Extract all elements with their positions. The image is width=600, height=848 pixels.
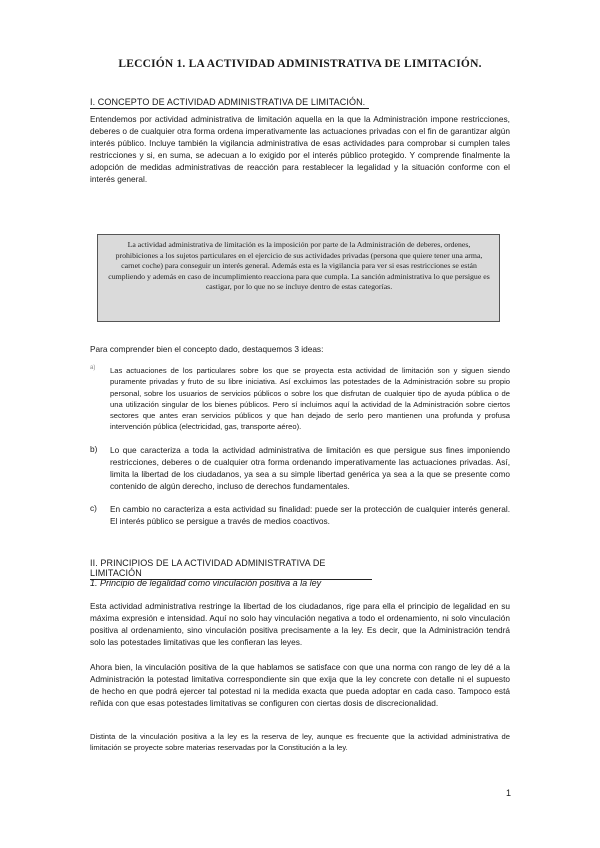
list-marker: a)	[90, 365, 96, 371]
section-heading-principles: II. PRINCIPIOS DE LA ACTIVIDAD ADMINISTRATIVA DE LIMITACIÓN	[90, 558, 372, 580]
summary-box-text: La actividad administrativa de limitación es la imposición por parte de la Administración de deberes, ordenes, prohibiciones a los sujetos particulares en el ejercicio de sus actividades privadas (persona que quiere tener una arma, carnet coche) para conseguir un interés general. Además esta es la vigilancia para ver si esas restricciones se están cumpliendo y además en caso de incumplimiento reacciona para que cumpla. La sanción administrativa lo que persigue es castigar, por lo que no se incluye dentro de estas categorías.	[108, 240, 490, 292]
body-paragraph: Esta actividad administrativa restringe la libertad de los ciudadanos, rige para ella el principio de legalidad en su máxima expresión e intensidad. Aquí no solo hay vinculación negativa a todo el ordenamiento, ni solo vinculación positiva al ordenamiento, sino vinculación positiva precisamente a la ley. Es decir, que la Administración tendrá solo las potestades limitativas que les confieran las leyes.	[90, 601, 510, 647]
list-item-text: En cambio no caracteriza a esta actividad su finalidad: puede ser la protección de cualquier interés general. El interés público se persigue a través de medios coactivos.	[110, 504, 510, 526]
list-item-text: Las actuaciones de los particulares sobre los que se proyecta esta actividad de limitación son y siguen siendo puramente privadas y fruto de su libre iniciativa. Así excluimos las potestades de la Administración sobre su propio personal, sobre los usuarios de servicios públicos o sobre los que disfrutan de cualquier tipo de ayuda pública o de una utilización singular de los bienes públicos. Pero sí incluimos aquí la actividad de la Administración sobre ciertos sectores que antes eran servicios públicos y que han dejado de serlo pero mantienen una profunda y profusa intervención pública (electricidad, gas, transporte aéreo).	[110, 366, 510, 432]
intro-paragraph: Entendemos por actividad administrativa de limitación aquella en la que la Administración impone restricciones, deberes o de cualquier otra forma ordena imperativamente las actuaciones privadas con el fin de garantizar algún interés público. Incluye también la vigilancia administrativa de esas actividades para comprobar si cumplen tales restricciones y si, en suma, se adecuan a lo exigido por el interés público protegido. Y comprende finalmente la adopción de medidas administrativas de reacción para restablecer la legalidad y la situación conforme con el interés general.	[90, 114, 510, 184]
body-paragraph: Ahora bien, la vinculación positiva de la que hablamos se satisface con que una norma con rango de ley dé a la Administración la potestad limitativa correspondiente sin que exija que la ley concrete con detalle ni el supuesto de hecho en que podrá ejercer tal potestad ni la medida exacta que pueda adoptar en cada caso. Tampoco está reñida con que esas potestades limitativas se configuren con ciertas dosis de discrecionalidad.	[90, 662, 510, 708]
list-marker: c)	[90, 503, 97, 513]
ideas-lead: Para comprender bien el concepto dado, destaquemos 3 ideas:	[90, 344, 324, 354]
section-heading-concept: I. CONCEPTO DE ACTIVIDAD ADMINISTRATIVA DE LIMITACIÓN.	[90, 97, 369, 109]
subsection-heading: 1. Principio de legalidad como vinculación positiva a la ley	[90, 578, 322, 588]
document-title: LECCIÓN 1. LA ACTIVIDAD ADMINISTRATIVA DE LIMITACIÓN.	[118, 58, 482, 70]
list-item-text: Lo que caracteriza a toda la actividad administrativa de limitación es que persigue sus fines imponiendo restricciones, deberes o de cualquier otra forma ordenando imperativamente las actuaciones privadas. Así, limita la libertad de los ciudadanos, ya sea a su simple libertad genérica ya sea a la que se presente como contenido de algún derecho, incluso de derechos fundamentales.	[110, 445, 510, 491]
page-number: 1	[506, 788, 512, 798]
list-marker: b)	[90, 444, 98, 454]
body-paragraph: Distinta de la vinculación positiva a la ley es la reserva de ley, aunque es frecuente que la actividad administrativa de limitación se proyecte sobre materias reservadas por la Constitución a la ley.	[90, 732, 510, 753]
summary-box	[97, 234, 500, 322]
